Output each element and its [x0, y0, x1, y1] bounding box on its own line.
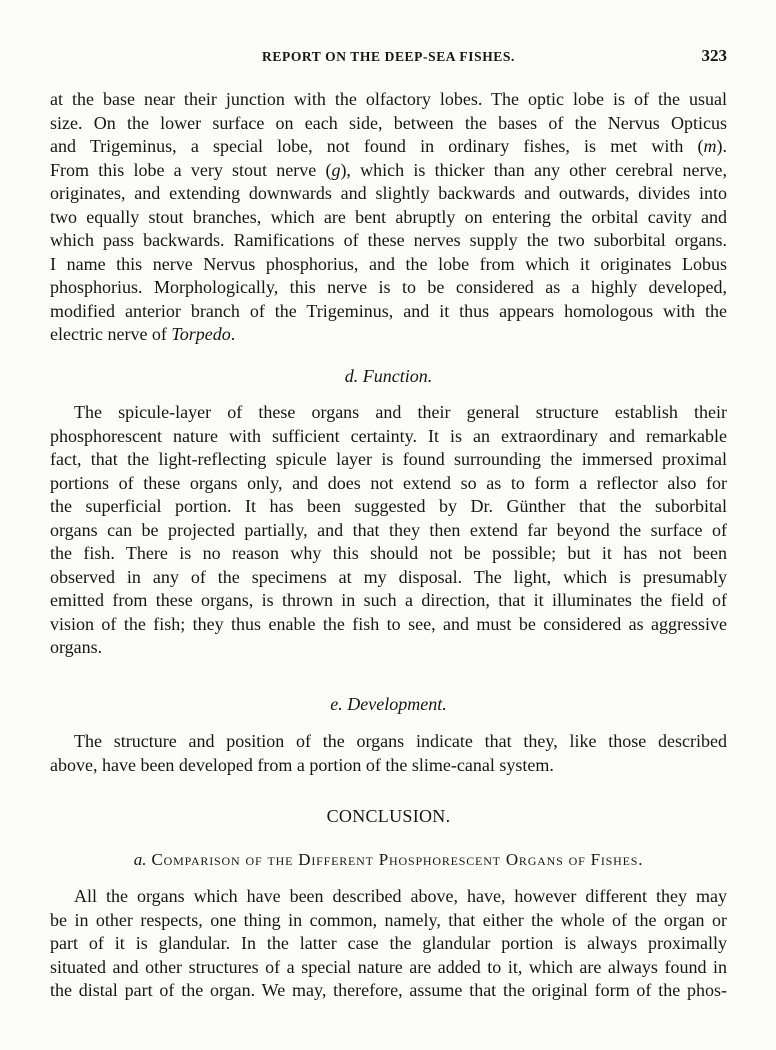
paragraph-function [50, 401, 727, 660]
text-line: phosphorescent nature with sufficient certainty. It is an extraordinary and remarkable [50, 425, 727, 446]
running-title: REPORT ON THE DEEP-SEA FISHES. [262, 49, 515, 64]
text-line: situated and other structures of a special nature are added to it, which are always found in [50, 956, 727, 977]
italic-run: g [331, 159, 341, 180]
text-line: organs can be projected partially, and that they then extend far beyond the surface of [50, 519, 727, 540]
paragraph-comparison [50, 885, 727, 1003]
subsection-heading-comparison [50, 848, 727, 872]
section-heading-development: e. Development. [330, 694, 447, 714]
text-line: vision of the fish; they thus enable the fish to see, and must be considered as aggressive [50, 613, 727, 634]
text-line [50, 135, 727, 159]
subsection-title: Comparison of the Different Phosphorescent Organs of Fishes. [151, 850, 644, 869]
text-run: From this lobe a very stout nerve ( [50, 159, 332, 180]
section-heading-function: d. Function. [344, 366, 433, 386]
text-run: ), which is thicker than any other cerebral nerve, [340, 159, 727, 180]
subsection-letter: a. [133, 850, 147, 869]
text-line: originates, and extending downwards and slightly backwards and outwards, divides into [50, 183, 727, 203]
text-line: the fish. There is no reason why this should not be possible; but it has not been [50, 543, 727, 563]
text-line: part of it is glandular. In the latter case the glandular portion is always proximally [50, 933, 727, 953]
text-line: The spicule-layer of these organs and their general structure establish their [74, 402, 727, 422]
text-line: be in other respects, one thing in common, namely, that either the whole of the organ or [50, 909, 727, 930]
text-run: and Trigeminus, a special lobe, not found in ordinary fishes, is met with ( [50, 136, 704, 156]
text-line: two equally stout branches, which are bent abruptly on entering the orbital cavity and [50, 206, 727, 227]
text-line [50, 323, 727, 347]
text-line: above, have been developed from a portion of the slime-canal system. [50, 754, 554, 775]
text-run: . [230, 324, 236, 344]
text-line: All the organs which have been described above, have, however different they may [74, 886, 727, 906]
text-line: size. On the lower surface on each side, between the bases of the Nervus Opticus [50, 112, 727, 133]
text-line: fact, that the light-reflecting spicule layer is found surrounding the immersed proximal [50, 449, 727, 469]
text-line: portions of these organs only, and does not extend so as to form a reflector also for [50, 472, 727, 493]
text-line: The structure and position of the organs indicate that they, like those described [74, 731, 727, 751]
text-line: the superficial portion. It has been suggested by Dr. Günther that the suborbital [50, 496, 727, 516]
text-line: organs. [50, 637, 103, 657]
italic-run: m [703, 136, 717, 156]
text-line: phosphorius. Morphologically, this nerve is to be considered as a highly developed, [50, 277, 727, 297]
page-number: 323 [701, 46, 727, 65]
section-heading-conclusion: CONCLUSION. [326, 806, 451, 826]
text-run: ). [716, 136, 727, 156]
paragraph-development [50, 730, 727, 777]
italic-run: Torpedo [171, 324, 231, 344]
text-line [50, 159, 727, 183]
text-line: which pass backwards. Ramifications of these nerves supply the two suborbital organs. [50, 230, 727, 250]
text-line: observed in any of the specimens at my disposal. The light, which is presumably [50, 566, 727, 587]
text-line: I name this nerve Nervus phosphorius, and the lobe from which it originates Lobus [50, 253, 727, 274]
paragraph-nervus-phosphorius [50, 88, 727, 347]
text-line: the distal part of the organ. We may, therefore, assume that the original form of the phos- [50, 980, 727, 1000]
text-line: emitted from these organs, is thrown in such a direction, that it illuminates the field of [50, 590, 727, 610]
text-line: modified anterior branch of the Trigeminus, and it thus appears homologous with the [50, 300, 727, 321]
text-line: at the base near their junction with the olfactory lobes. The optic lobe is of the usual [50, 89, 727, 109]
text-run: electric nerve of [50, 324, 172, 344]
